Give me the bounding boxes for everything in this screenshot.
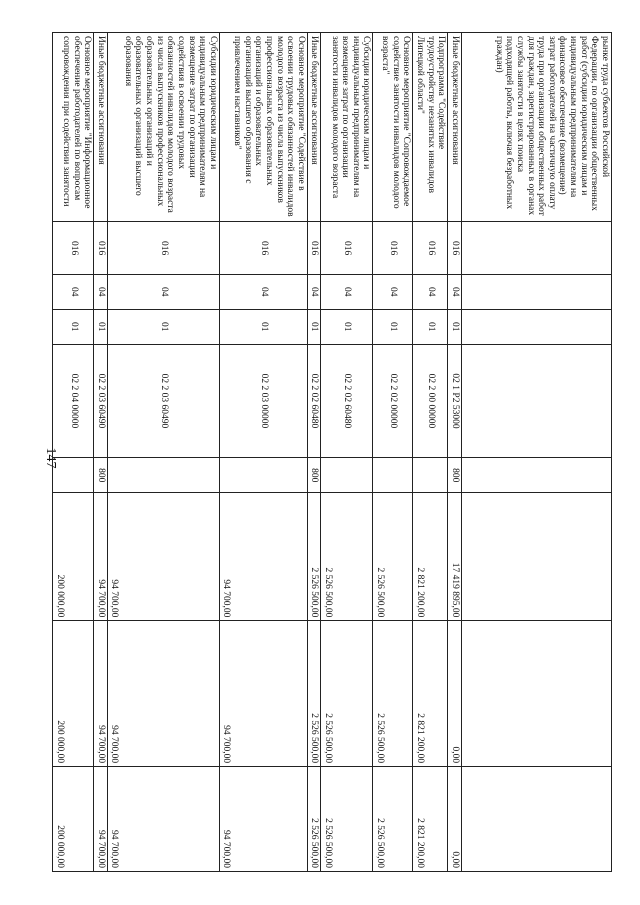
row-admin-code: 016 [448, 222, 462, 274]
row-subsection-code: 01 [94, 309, 108, 344]
row-section-code: 04 [53, 274, 94, 309]
row-target-article: 02 2 04 00000 [53, 344, 94, 458]
row-expense-type [321, 458, 373, 493]
table-row [107, 33, 219, 872]
row-admin-code: 016 [307, 222, 321, 274]
row-subsection-code: 01 [448, 309, 462, 344]
row-name: Иные бюджетные ассигнования [307, 33, 321, 222]
row-target-article: 02 1 P2 53000 [448, 344, 462, 458]
row-amount-year3: 0,00 [448, 767, 462, 872]
row-expense-type [462, 458, 612, 493]
row-amount-year3: 94 700,00 [94, 767, 108, 872]
table-row [373, 33, 413, 872]
row-admin-code: 016 [219, 222, 307, 274]
row-section-code: 04 [219, 274, 307, 309]
row-section-code: 04 [107, 274, 219, 309]
row-amount-year1: 2 526 500,00 [373, 493, 413, 621]
row-amount-year3: 2 821 200,00 [413, 767, 448, 872]
table-row [462, 33, 612, 872]
table-row [448, 33, 462, 872]
row-amount-year2: 0,00 [448, 621, 462, 767]
row-subsection-code [462, 309, 612, 344]
row-target-article: 02 2 02 60480 [321, 344, 373, 458]
row-amount-year1: 2 821 200,00 [413, 493, 448, 621]
row-amount-year2: 94 700,00 [219, 621, 307, 767]
row-section-code: 04 [94, 274, 108, 309]
row-name: Основное мероприятие "Сопровождаемое содействие занятости инвалидов молодого возраста" [373, 33, 413, 222]
row-subsection-code: 01 [107, 309, 219, 344]
row-amount-year1: 200 000,00 [53, 493, 94, 621]
page-number: 147 [43, 447, 58, 469]
budget-table-viewport [54, 32, 612, 872]
row-amount-year2: 2 821 200,00 [413, 621, 448, 767]
row-name: Субсидии юридическим лицам и индивидуальным предпринимателям на возмещение затрат по организации занятости инвалидов молодого возраста [321, 33, 373, 222]
row-target-article: 02 2 02 00000 [373, 344, 413, 458]
row-name: Основное мероприятие "Содействие в освоении трудовых обязанностей инвалидов молодого возраста из числа выпускников профессиональных образовательных организаций и образовательных организаций высшего образования с привлечением наставников" [219, 33, 307, 222]
row-amount-year2: 94 700,00 [94, 621, 108, 767]
row-target-article: 02 2 03 60490 [107, 344, 219, 458]
budget-table-rotated [54, 32, 612, 872]
row-subsection-code: 01 [219, 309, 307, 344]
row-expense-type: 800 [94, 458, 108, 493]
row-amount-year1 [462, 493, 612, 621]
row-amount-year1: 94 700,00 [219, 493, 307, 621]
table-row [307, 33, 321, 872]
row-section-code: 04 [373, 274, 413, 309]
row-amount-year2: 2 526 500,00 [307, 621, 321, 767]
row-amount-year2: 2 526 500,00 [373, 621, 413, 767]
row-amount-year1: 94 700,00 [94, 493, 108, 621]
row-subsection-code: 01 [373, 309, 413, 344]
row-expense-type [53, 458, 94, 493]
row-name: Иные бюджетные ассигнования [94, 33, 108, 222]
row-target-article: 02 2 02 60480 [307, 344, 321, 458]
row-target-article: 02 2 00 00000 [413, 344, 448, 458]
row-amount-year2 [462, 621, 612, 767]
table-row [413, 33, 448, 872]
row-name: рынке труда субъектов Российской Федерации, по организации общественных работ (субсидии юридическим лицам и индивидуальным предпринимателям на финансовое обеспечение (возмещение) затрат работодателей на частичную оплату труда при организации общественных работ для граждан, зарегистрированных в органах службы занятости в целях поиска подходящей работы, включая безработных граждан) [462, 33, 612, 222]
row-amount-year1: 2 526 500,00 [307, 493, 321, 621]
row-expense-type [219, 458, 307, 493]
row-name: Субсидии юридическим лицам и индивидуальным предпринимателям на возмещение затрат по организации содействия в освоении трудовых обязанностей инвалидов молодого возраста из числа выпускников профессиональных образовательных организаций и образовательных организаций высшего образования [107, 33, 219, 222]
row-name: Основное мероприятие "Информационное обеспечение работодателей по вопросам сопровождения при содействии занятости [53, 33, 94, 222]
row-admin-code [462, 222, 612, 274]
row-amount-year2: 2 526 500,00 [321, 621, 373, 767]
row-expense-type: 800 [307, 458, 321, 493]
row-subsection-code: 01 [307, 309, 321, 344]
row-amount-year3: 94 700,00 [219, 767, 307, 872]
row-admin-code: 016 [107, 222, 219, 274]
row-amount-year1: 2 526 500,00 [321, 493, 373, 621]
row-expense-type [107, 458, 219, 493]
table-row [321, 33, 373, 872]
row-subsection-code: 01 [53, 309, 94, 344]
row-amount-year3 [462, 767, 612, 872]
table-row [219, 33, 307, 872]
row-amount-year1: 94 700,00 [107, 493, 219, 621]
row-admin-code: 016 [373, 222, 413, 274]
row-amount-year3: 200 000,00 [53, 767, 94, 872]
row-admin-code: 016 [94, 222, 108, 274]
budget-table [52, 32, 612, 872]
row-expense-type [413, 458, 448, 493]
table-row [53, 33, 94, 872]
row-section-code: 04 [307, 274, 321, 309]
row-name: Иные бюджетные ассигнования [448, 33, 462, 222]
row-amount-year3: 94 700,00 [107, 767, 219, 872]
row-subsection-code: 01 [321, 309, 373, 344]
row-name: Подпрограмма "Содействие трудоустройству незанятых инвалидов Липецкой области" [413, 33, 448, 222]
row-amount-year3: 2 526 500,00 [373, 767, 413, 872]
row-amount-year2: 94 700,00 [107, 621, 219, 767]
row-amount-year2: 200 000,00 [53, 621, 94, 767]
row-subsection-code: 01 [413, 309, 448, 344]
row-amount-year3: 2 526 500,00 [307, 767, 321, 872]
row-admin-code: 016 [53, 222, 94, 274]
row-section-code: 04 [413, 274, 448, 309]
row-section-code: 04 [448, 274, 462, 309]
row-target-article [462, 344, 612, 458]
row-target-article: 02 2 03 00000 [219, 344, 307, 458]
row-target-article: 02 2 03 60490 [94, 344, 108, 458]
row-expense-type [373, 458, 413, 493]
row-expense-type: 800 [448, 458, 462, 493]
row-amount-year3: 2 526 500,00 [321, 767, 373, 872]
row-amount-year1: 17 419 895,00 [448, 493, 462, 621]
table-row [94, 33, 108, 872]
row-admin-code: 016 [413, 222, 448, 274]
row-admin-code: 016 [321, 222, 373, 274]
row-section-code [462, 274, 612, 309]
row-section-code: 04 [321, 274, 373, 309]
